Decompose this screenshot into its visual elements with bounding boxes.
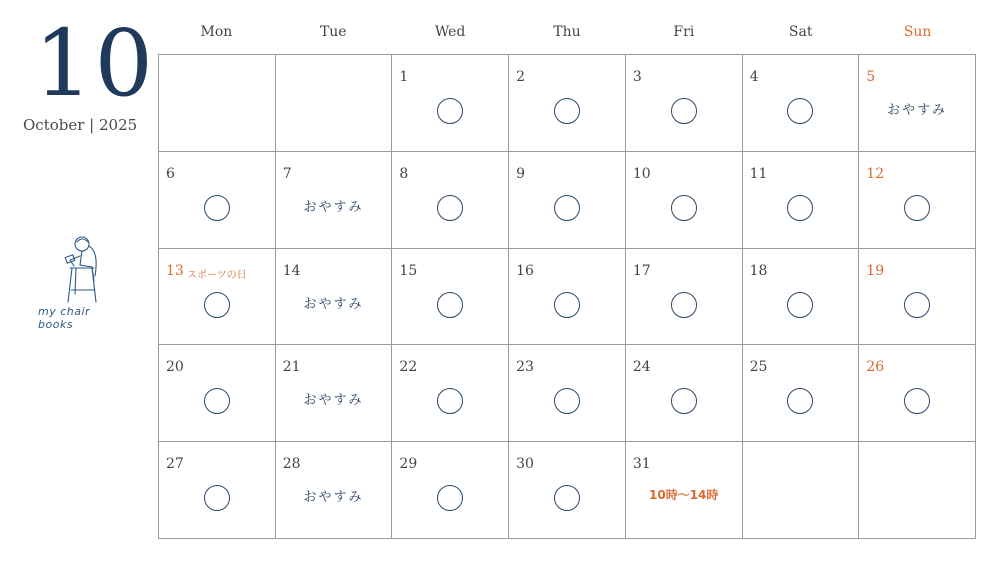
date-number: 23 [516, 359, 534, 376]
brand-logo-text: my chair books [38, 305, 91, 331]
day-cell-9 [509, 152, 626, 249]
date-number: 20 [166, 359, 184, 376]
date-number: 25 [749, 359, 768, 376]
closed-note: おやすみ [303, 490, 364, 506]
day-cell-21 [276, 345, 393, 442]
day-cell-17 [626, 249, 743, 346]
open-circle-icon [787, 98, 813, 124]
date-number: 24 [632, 359, 651, 376]
calendar-grid [158, 54, 976, 539]
day-cell-5 [859, 55, 976, 152]
closed-note: おやすみ [303, 296, 364, 312]
open-circle-icon [787, 292, 813, 318]
date-number: 26 [866, 359, 885, 376]
date-number: 3 [632, 69, 642, 85]
weekday-fri: Fri [673, 24, 695, 40]
day-cell-25 [743, 345, 860, 442]
open-circle-icon [671, 195, 697, 221]
day-cell-7 [276, 152, 393, 249]
day-cell-29 [392, 442, 509, 539]
open-circle-icon [437, 195, 463, 221]
empty-cell [276, 55, 393, 152]
day-cell-8 [392, 152, 509, 249]
date-number: 2 [516, 69, 526, 85]
open-circle-icon [437, 98, 463, 124]
date-number: 11 [749, 165, 768, 182]
open-circle-icon [671, 388, 697, 414]
open-circle-icon [787, 195, 813, 221]
month-number: 10 [34, 10, 156, 117]
open-circle-icon [204, 388, 230, 414]
open-circle-icon [204, 292, 230, 318]
weekday-tue: Tue [319, 24, 347, 40]
open-circle-icon [904, 388, 930, 414]
date-number: 8 [399, 165, 409, 182]
day-cell-4 [743, 55, 860, 152]
empty-cell [159, 55, 276, 152]
open-circle-icon [787, 388, 813, 414]
month-year-label: October | 2025 [23, 116, 138, 134]
date-number: 29 [399, 456, 418, 473]
day-cell-30 [509, 442, 626, 539]
day-cell-12 [859, 152, 976, 249]
open-circle-icon [554, 388, 580, 414]
weekday-sat: Sat [788, 24, 813, 40]
day-cell-13 [159, 249, 276, 346]
day-cell-16 [509, 249, 626, 346]
day-cell-14 [276, 249, 393, 346]
date-number: 14 [282, 262, 301, 279]
open-circle-icon [671, 98, 697, 124]
date-number: 18 [749, 262, 768, 279]
open-circle-icon [204, 195, 230, 221]
day-cell-18 [743, 249, 860, 346]
day-cell-15 [392, 249, 509, 346]
open-circle-icon [437, 388, 463, 414]
day-cell-28 [276, 442, 393, 539]
date-number: 21 [282, 359, 301, 376]
closed-note: おやすみ [887, 103, 948, 118]
day-cell-26 [859, 345, 976, 442]
date-number: 7 [282, 165, 292, 182]
weekday-header [158, 24, 976, 46]
date-number: 16 [516, 262, 534, 279]
open-circle-icon [554, 292, 580, 318]
open-circle-icon [204, 485, 230, 511]
day-cell-6 [159, 152, 276, 249]
day-cell-27 [159, 442, 276, 539]
open-circle-icon [671, 292, 697, 318]
day-cell-11 [743, 152, 860, 249]
empty-cell [859, 442, 976, 539]
date-number: 27 [166, 456, 184, 473]
date-number: 1 [399, 69, 409, 85]
hours-note: 10時〜14時 [649, 488, 719, 503]
day-cell-3 [626, 55, 743, 152]
open-circle-icon [554, 485, 580, 511]
date-number: 19 [866, 262, 885, 279]
empty-cell [743, 442, 860, 539]
day-cell-24 [626, 345, 743, 442]
date-number: 30 [516, 456, 534, 473]
open-circle-icon [554, 195, 580, 221]
date-number: 5 [866, 69, 876, 85]
weekday-mon: Mon [200, 24, 233, 40]
day-cell-22 [392, 345, 509, 442]
open-circle-icon [437, 485, 463, 511]
date-number: 10 [632, 165, 651, 182]
date-number: 17 [632, 262, 651, 279]
day-cell-10 [626, 152, 743, 249]
date-number: 12 [866, 165, 885, 182]
closed-note: おやすみ [303, 393, 364, 409]
date-number: 31 [632, 456, 651, 473]
day-cell-1 [392, 55, 509, 152]
day-cell-2 [509, 55, 626, 152]
date-number: 22 [399, 359, 418, 376]
holiday-label: スポーツの日 [187, 269, 247, 281]
date-number: 9 [516, 165, 526, 182]
closed-note: おやすみ [303, 199, 364, 215]
day-cell-23 [509, 345, 626, 442]
date-number: 6 [166, 165, 175, 182]
weekday-thu: Thu [553, 24, 581, 40]
open-circle-icon [904, 292, 930, 318]
day-cell-20 [159, 345, 276, 442]
date-number: 4 [749, 69, 759, 85]
date-number: 15 [399, 262, 418, 279]
date-number: 13 [166, 262, 184, 279]
weekday-wed: Wed [434, 24, 466, 40]
weekday-sun: Sun [903, 24, 932, 40]
day-cell-19 [859, 249, 976, 346]
open-circle-icon [904, 195, 930, 221]
date-number: 28 [282, 456, 301, 473]
open-circle-icon [554, 98, 580, 124]
day-cell-31 [626, 442, 743, 539]
open-circle-icon [437, 292, 463, 318]
